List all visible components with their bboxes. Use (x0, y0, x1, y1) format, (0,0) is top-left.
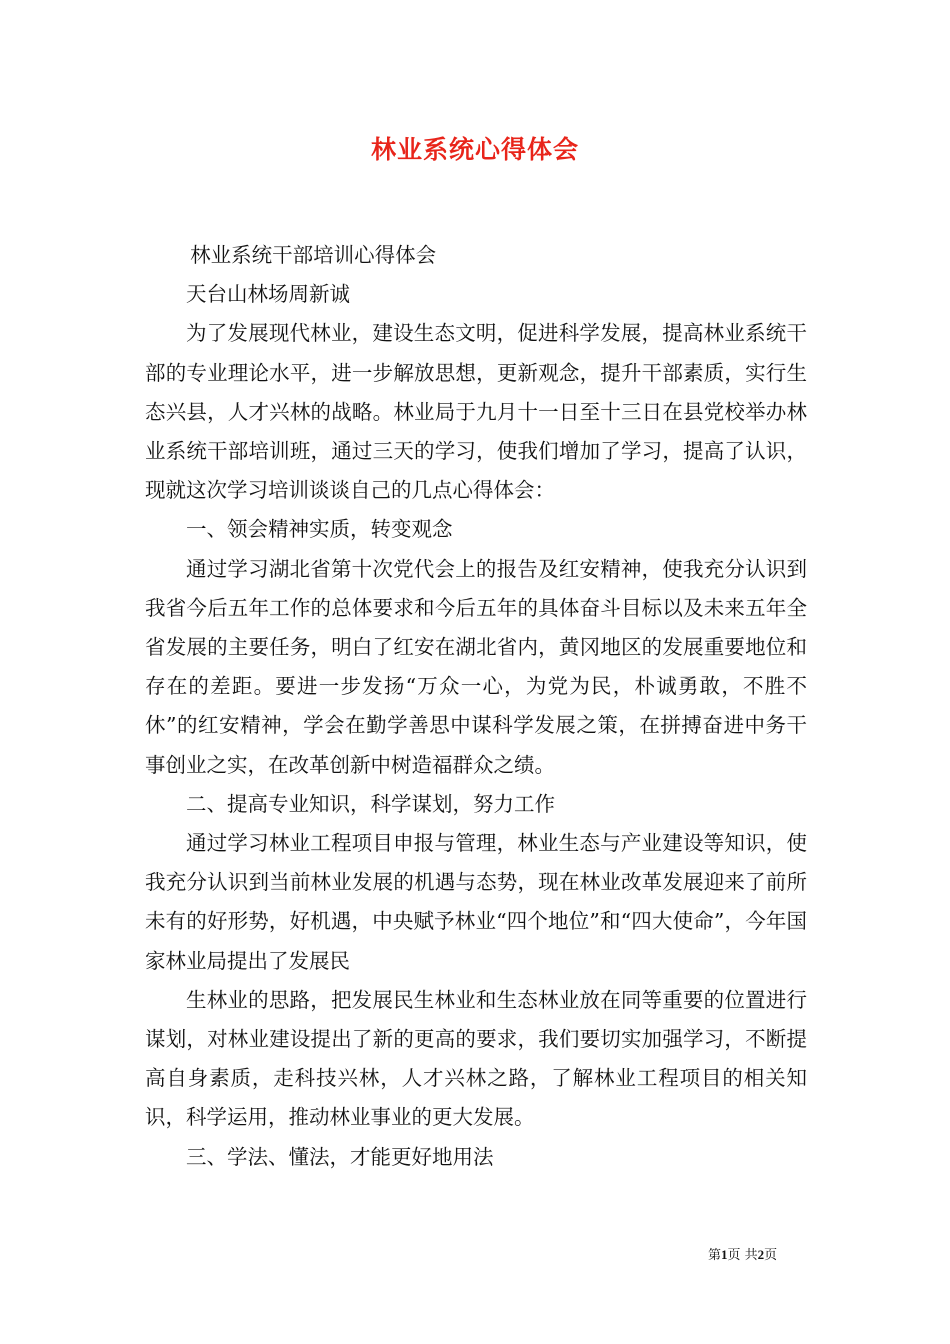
paragraph-subtitle: 林业系统干部培训心得体会 (190, 243, 437, 267)
footer-total-pages: 2 (757, 1247, 765, 1262)
footer-middle: 页 共 (727, 1248, 758, 1263)
section-heading-2: 二、提高专业知识，科学谋划，努力工作 (186, 791, 555, 816)
page-footer (708, 1246, 828, 1265)
footer-prefix: 第 (708, 1248, 722, 1263)
document-body (145, 236, 807, 1177)
footer-suffix: 页 (764, 1248, 778, 1263)
document-title: 林业系统心得体会 (370, 135, 579, 164)
footer-current-page: 1 (721, 1247, 728, 1262)
paragraph-section-2b: 生林业的思路，把发展民生林业和生态林业放在同等重要的位置进行谋划，对林业建设提出了新的更高的要求，我们要切实加强学习，不断提高自身素质，走科技兴林，人才兴林之路，了解林业工程项目的相关知识，科学运用，推动林业事业的更大发展。 (145, 987, 807, 1130)
paragraph-intro: 为了发展现代林业，建设生态文明，促进科学发展，提高林业系统干部的专业理论水平，进一步解放思想，更新观念，提升干部素质，实行生态兴县，人才兴林的战略。林业局于九月十一日至十三日在县党校举办林业系统干部培训班，通过三天的学习，使我们增加了学习，提高了认识，现就这次学习培训谈谈自己的几点心得体会： (145, 321, 807, 503)
paragraph-section-1: 通过学习湖北省第十次党代会上的报告及红安精神，使我充分认识到我省今后五年工作的总体要求和今后五年的具体奋斗目标以及未来五年全省发展的主要任务，明白了红安在湖北省内，黄冈地区的发展重要地位和存在的差距。要进一步发扬“万众一心，为党为民，朴诚勇敢，不胜不休”的红安精神，学会在勤学善思中谋科学发展之策，在拼搏奋进中务干事创业之实，在改革创新中树造福群众之绩。 (145, 556, 807, 777)
section-heading-3: 三、学法、懂法，才能更好地用法 (186, 1144, 494, 1169)
paragraph-author: 天台山林场周新诚 (186, 282, 350, 307)
section-heading-1: 一、领会精神实质，转变观念 (186, 517, 453, 542)
paragraph-section-2a: 通过学习林业工程项目申报与管理，林业生态与产业建设等知识，使我充分认识到当前林业发展的机遇与态势，现在林业改革发展迎来了前所未有的好形势，好机遇，中央赋予林业“四个地位”和“四大使命”，今年国家林业局提出了发展民 (145, 831, 807, 973)
